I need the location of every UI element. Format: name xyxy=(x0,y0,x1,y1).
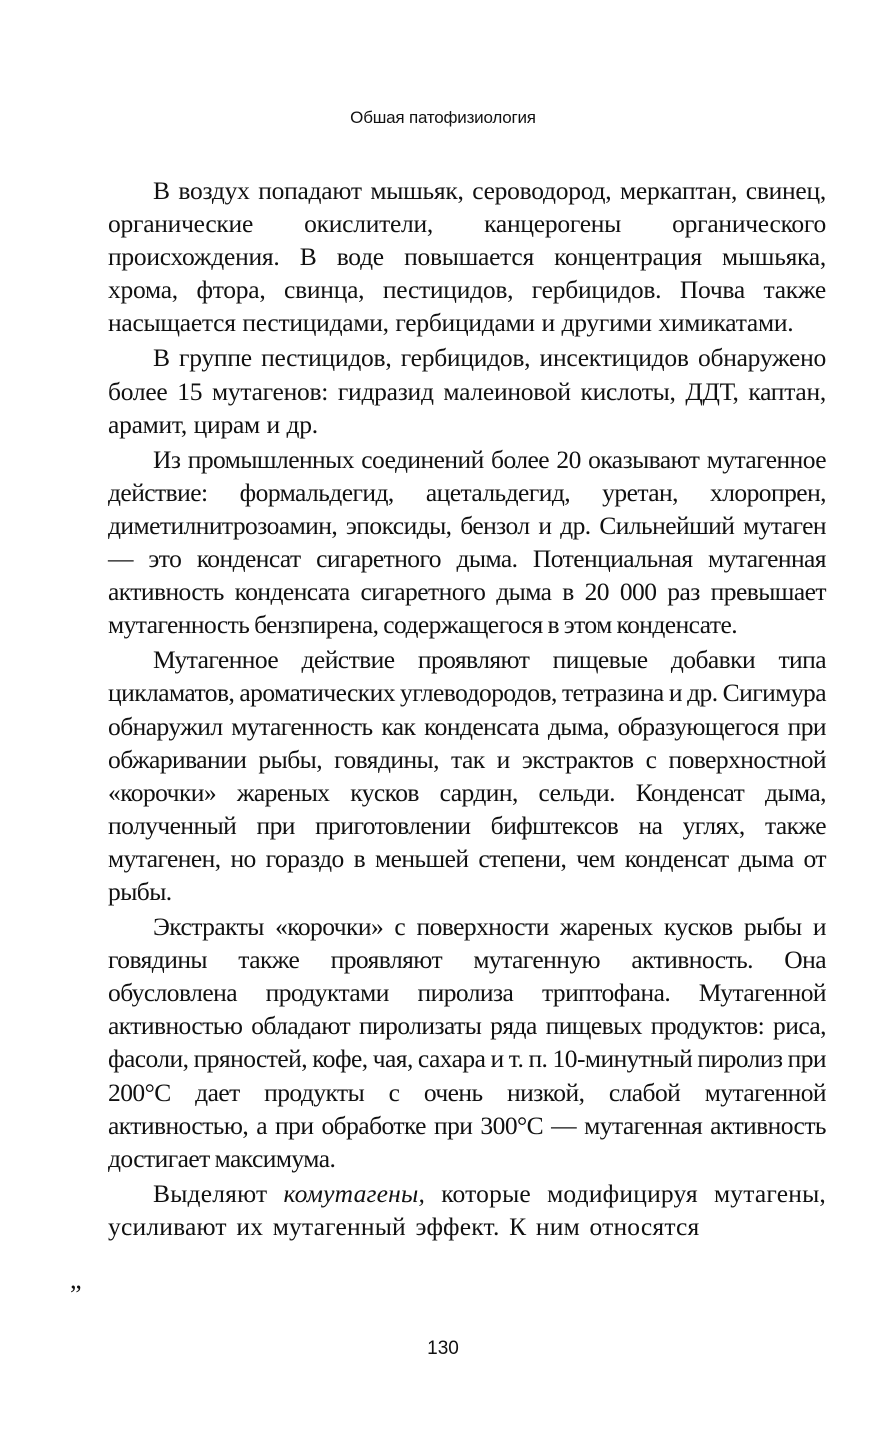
paragraph: В группе пестицидов, гербицидов, инсектицидов обнаружено более 15 мутагенов: гидразид малеиновой кислоты, ДДТ, каптан, арамит, цирам и др. xyxy=(108,343,826,439)
italic-term: комутагены, xyxy=(283,1178,426,1208)
paragraph: Из промышленных соединений более 20 оказывают мутагенное действие: формальдегид, ацетальдегид, уретан, хлоропрен, диметилнитрозоамин, эпоксиды, бензол и др. Сильнейший мутаген — это конденсат сигаретного дыма. Потенциальная мутагенная активность конденсата сигаретного дыма в 20 000 раз превышает мутагенность бензпирена, содержащегося в этом конденсате. xyxy=(108,444,826,640)
body-text xyxy=(108,174,826,1243)
paragraph: В воздух попадают мышьяк, сероводород, меркаптан, свинец, органические окислители, канцерогены органического происхождения. В воде повышается концентрация мышьяка, хрома, фтора, свинца, пестицидов, гербицидов. Почва также насыщается пестицидами, гербицидами и другими химикатами. xyxy=(108,176,826,338)
paragraph-rest: которые модифицируя мутагены, усиливают их мутагенный эффект. К ним относятся xyxy=(108,1178,827,1241)
paragraph-lead: Выделяют xyxy=(153,1178,284,1208)
running-title: Обшая патофизиология xyxy=(350,108,536,127)
paragraph: Мутагенное действие проявляют пищевые добавки типа цикламатов, ароматических углеводородов, тетразина и др. Сигимура обнаружил мутагенность как конденсата дыма, образующегося при обжаривании рыбы, говядины, так и экстрактов с поверхностной «корочки» жареных кусков сардин, сельди. Конденсат дыма, полученный при приготовлении бифштексов на углях, также мутагенен, но гораздо в меньшей степени, чем конденсат дыма от рыбы. xyxy=(108,645,826,906)
paragraph: Экстракты «корочки» с поверхности жареных кусков рыбы и говядины также проявляют мутагенную активность. Она обусловлена продуктами пиролиза триптофана. Мутагенной активностью обладают пиролизаты ряда пищевых продуктов: риса, фасоли, пряностей, кофе, чая, сахара и т. п. 10-минутный пиролиз при 200°С дает продукты с очень низкой, слабой мутагенной активностью, а при обработке при 300°С — мутагенная активность достигает максимума. xyxy=(108,912,826,1173)
page-number: 130 xyxy=(427,1338,459,1359)
margin-mark: „ xyxy=(70,1265,82,1294)
paragraph xyxy=(108,1177,826,1243)
